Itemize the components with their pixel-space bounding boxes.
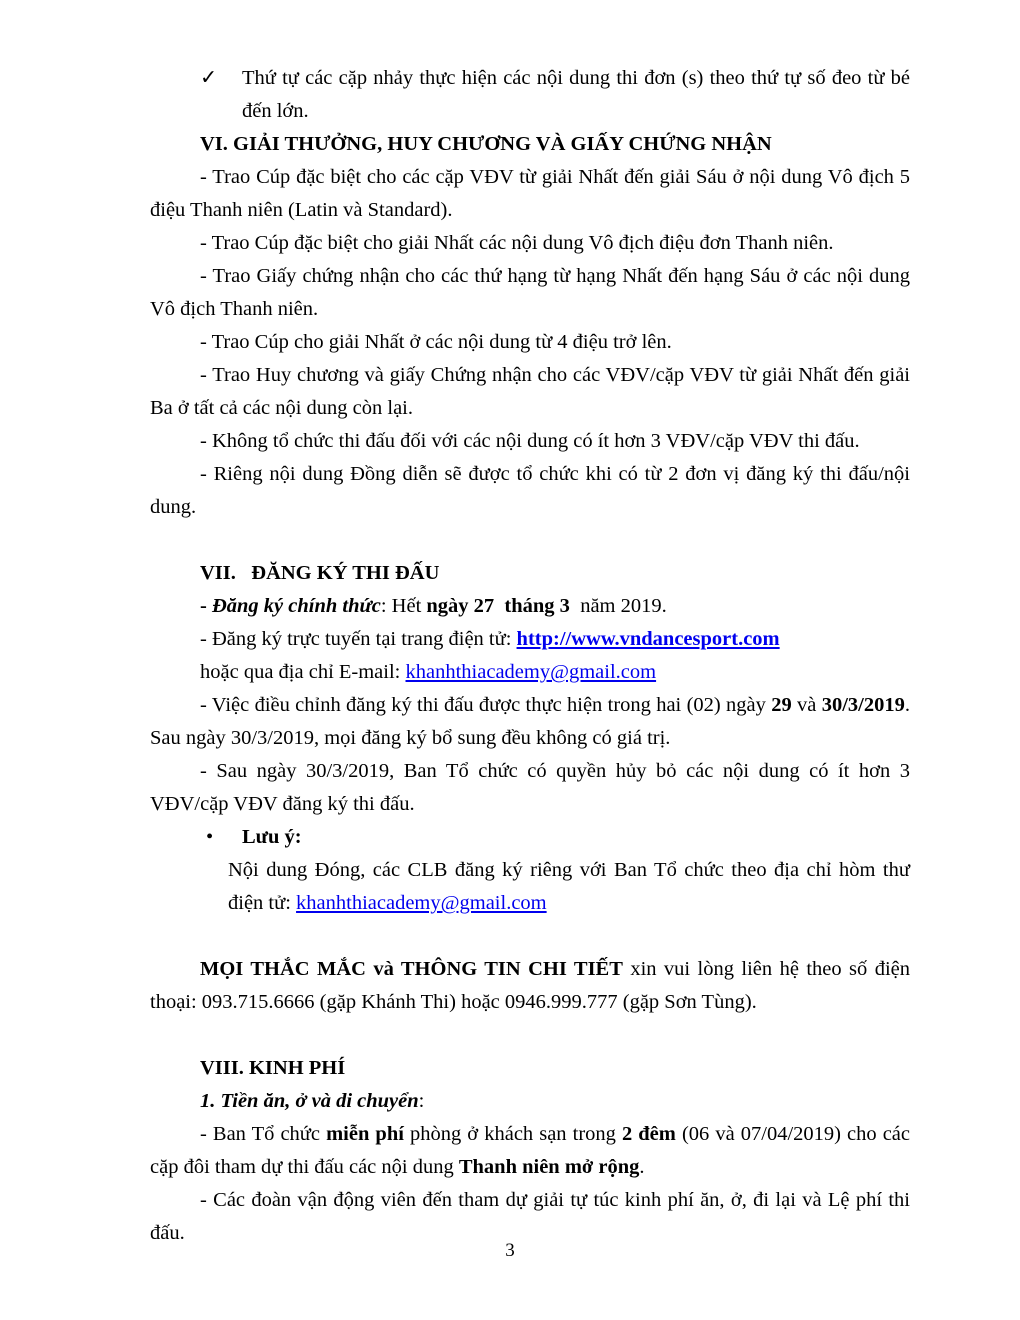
self-pay-info: - Các đoàn vận động viên đến tham dự giải tự túc kinh phí ăn, ở, đi lại và Lệ phí thi đấu. [150,1189,910,1244]
document-page [150,62,910,1250]
note-text: Nội dung Đóng, các CLB đăng ký riêng với Ban Tổ chức theo địa chỉ hòm thư điện tử: khanhthiacademy@gmail.com [228,859,910,914]
check-item [150,62,910,128]
checkmark-icon: ✓ [200,67,218,89]
hotel-info: - Ban Tổ chức miễn phí phòng ở khách sạn trong 2 đêm (06 và 07/04/2019) cho các cặp đôi tham dự thi đấu các nội dung Thanh niên mở rộng. [150,1123,910,1178]
official-registration: - Đăng ký chính thức: Hết ngày 27 tháng 3 năm 2019. [200,595,667,617]
section-6-item-7: - Riêng nội dung Đồng diễn sẽ được tổ chức khi có từ 2 đơn vị đăng ký thi đấu/nội dung. [150,463,910,518]
page-number: 3 [505,1240,515,1261]
note-email-link[interactable]: khanhthiacademy@gmail.com [296,892,547,914]
check-item-text: Thứ tự các cặp nhảy thực hiện các nội dung thi đơn (s) theo thứ tự số đeo từ bé đến lớn. [242,67,910,122]
adjust-registration: - Việc điều chỉnh đăng ký thi đấu được thực hiện trong hai (02) ngày 29 và 30/3/2019. Sau ngày 30/3/2019, mọi đăng ký bổ sung đều không có giá trị. [150,694,910,749]
email-registration: hoặc qua địa chỉ E-mail: khanhthiacademy@gmail.com [200,661,657,683]
section-6-item-6: - Không tổ chức thi đấu đối với các nội dung có ít hơn 3 VĐV/cặp VĐV thi đấu. [200,430,860,452]
bullet-icon: • [206,826,214,848]
note-label: • Lưu ý: [150,821,910,854]
section-8-heading: VIII. KINH PHÍ [200,1057,346,1079]
contact-info: MỌI THẮC MẮC và THÔNG TIN CHI TIẾT xin vui lòng liên hệ theo số điện thoại: 093.715.6666 (gặp Khánh Thi) hoặc 0946.999.777 (gặp Sơn Tùng). [150,958,910,1013]
email-link[interactable]: khanhthiacademy@gmail.com [405,661,657,683]
section-8-sub-1: 1. Tiền ăn, ở và di chuyển: [200,1090,425,1112]
section-6-item-5: - Trao Huy chương và giấy Chứng nhận cho các VĐV/cặp VĐV từ giải Nhất đến giải Ba ở tất cả các nội dung còn lại. [150,364,910,419]
section-7-heading: VII. ĐĂNG KÝ THI ĐẤU [200,562,440,584]
section-6-item-2: - Trao Cúp đặc biệt cho giải Nhất các nội dung Vô địch điệu đơn Thanh niên. [200,232,834,254]
section-6-item-4: - Trao Cúp cho giải Nhất ở các nội dung từ 4 điệu trở lên. [200,331,672,353]
cancel-notice: - Sau ngày 30/3/2019, Ban Tổ chức có quyền hủy bỏ các nội dung có ít hơn 3 VĐV/cặp VĐV đăng ký thi đấu. [150,760,910,815]
section-6-item-3: - Trao Giấy chứng nhận cho các thứ hạng từ hạng Nhất đến hạng Sáu ở các nội dung Vô địch Thanh niên. [150,265,910,320]
online-registration: - Đăng ký trực tuyến tại trang điện tử: http://www.vndancesport.com [200,628,780,650]
website-link[interactable]: http://www.vndancesport.com [516,628,780,650]
section-6-item-1: - Trao Cúp đặc biệt cho các cặp VĐV từ giải Nhất đến giải Sáu ở nội dung Vô địch 5 điệu Thanh niên (Latin và Standard). [150,166,910,221]
section-6-heading: VI. GIẢI THƯỞNG, HUY CHƯƠNG VÀ GIẤY CHỨNG NHẬN [200,133,772,155]
